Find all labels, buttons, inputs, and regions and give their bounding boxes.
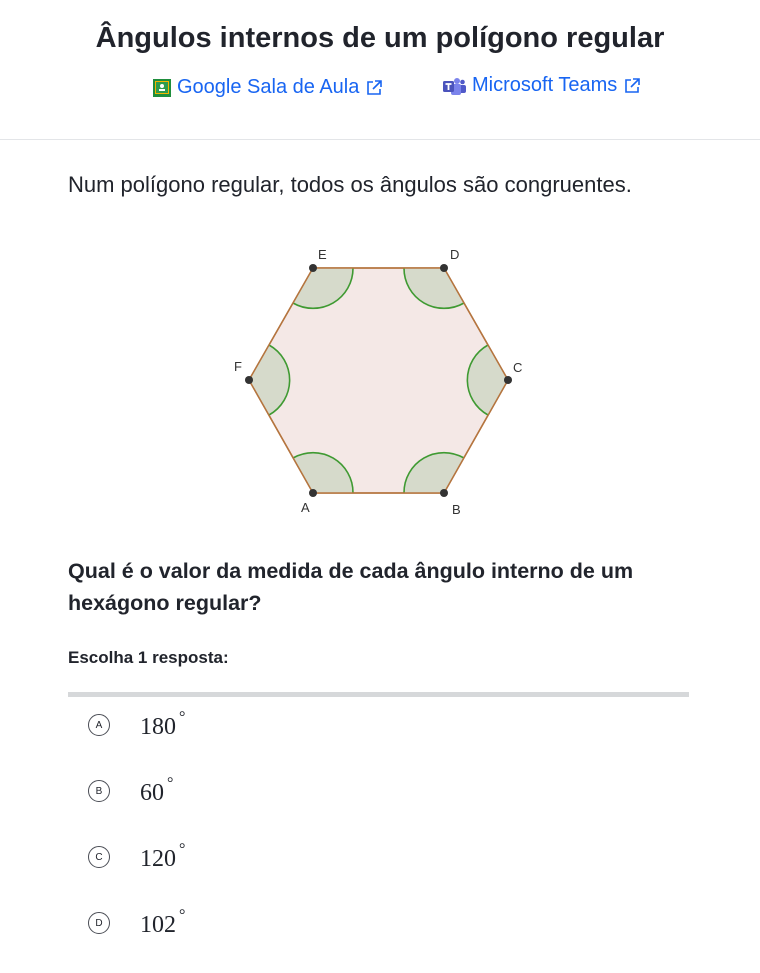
vertex-d-point [440, 264, 448, 272]
choice-c[interactable] [88, 837, 388, 877]
vertex-f-point [245, 376, 253, 384]
vertex-b-point [440, 489, 448, 497]
vertex-label-b: B [452, 502, 461, 517]
question-text: Qual é o valor da medida de cada ângulo interno de um hexágono regular? [68, 559, 634, 615]
hexagon-figure [225, 238, 535, 523]
choice-a[interactable] [88, 705, 388, 745]
choice-b-number: 60 [140, 780, 164, 806]
choice-d[interactable] [88, 903, 388, 943]
choice-c-letter: C [88, 846, 110, 868]
vertex-label-e: E [318, 247, 327, 262]
microsoft-teams-label: Microsoft Teams [472, 74, 618, 96]
choice-d-letter: D [88, 912, 110, 934]
google-classroom-label: Google Sala de Aula [177, 76, 360, 98]
choice-d-number: 102 [140, 912, 176, 938]
degree-symbol: ° [179, 841, 186, 858]
degree-symbol: ° [167, 775, 174, 792]
choice-c-value [140, 841, 185, 873]
external-link-icon [623, 77, 641, 95]
vertex-a-point [309, 489, 317, 497]
intro-text: Num polígono regular, todos os ângulos são congruentes. [68, 172, 632, 197]
external-link-icon [365, 79, 383, 97]
vertex-label-a: A [301, 500, 310, 515]
choice-d-value [140, 907, 185, 939]
header [0, 0, 760, 140]
choice-b[interactable] [88, 771, 388, 811]
degree-symbol: ° [179, 709, 186, 726]
google-classroom-icon [153, 79, 171, 97]
vertex-label-d: D [450, 247, 460, 262]
microsoft-teams-share-link[interactable] [442, 74, 641, 97]
divider [68, 692, 689, 697]
choose-label: Escolha 1 resposta: [68, 648, 229, 667]
degree-symbol: ° [179, 907, 186, 924]
vertex-c-point [504, 376, 512, 384]
vertex-label-f: F [234, 359, 242, 374]
choice-b-value [140, 775, 173, 807]
choice-b-letter: B [88, 780, 110, 802]
vertex-label-c: C [513, 360, 523, 375]
choice-a-number: 180 [140, 714, 176, 740]
vertex-e-point [309, 264, 317, 272]
share-row [0, 74, 760, 102]
google-classroom-share-link[interactable] [153, 76, 383, 99]
microsoft-teams-icon [442, 76, 466, 96]
choice-a-letter: A [88, 714, 110, 736]
choice-a-value [140, 709, 185, 741]
page-title: Ângulos internos de um polígono regular [95, 22, 665, 54]
choice-c-number: 120 [140, 846, 176, 872]
